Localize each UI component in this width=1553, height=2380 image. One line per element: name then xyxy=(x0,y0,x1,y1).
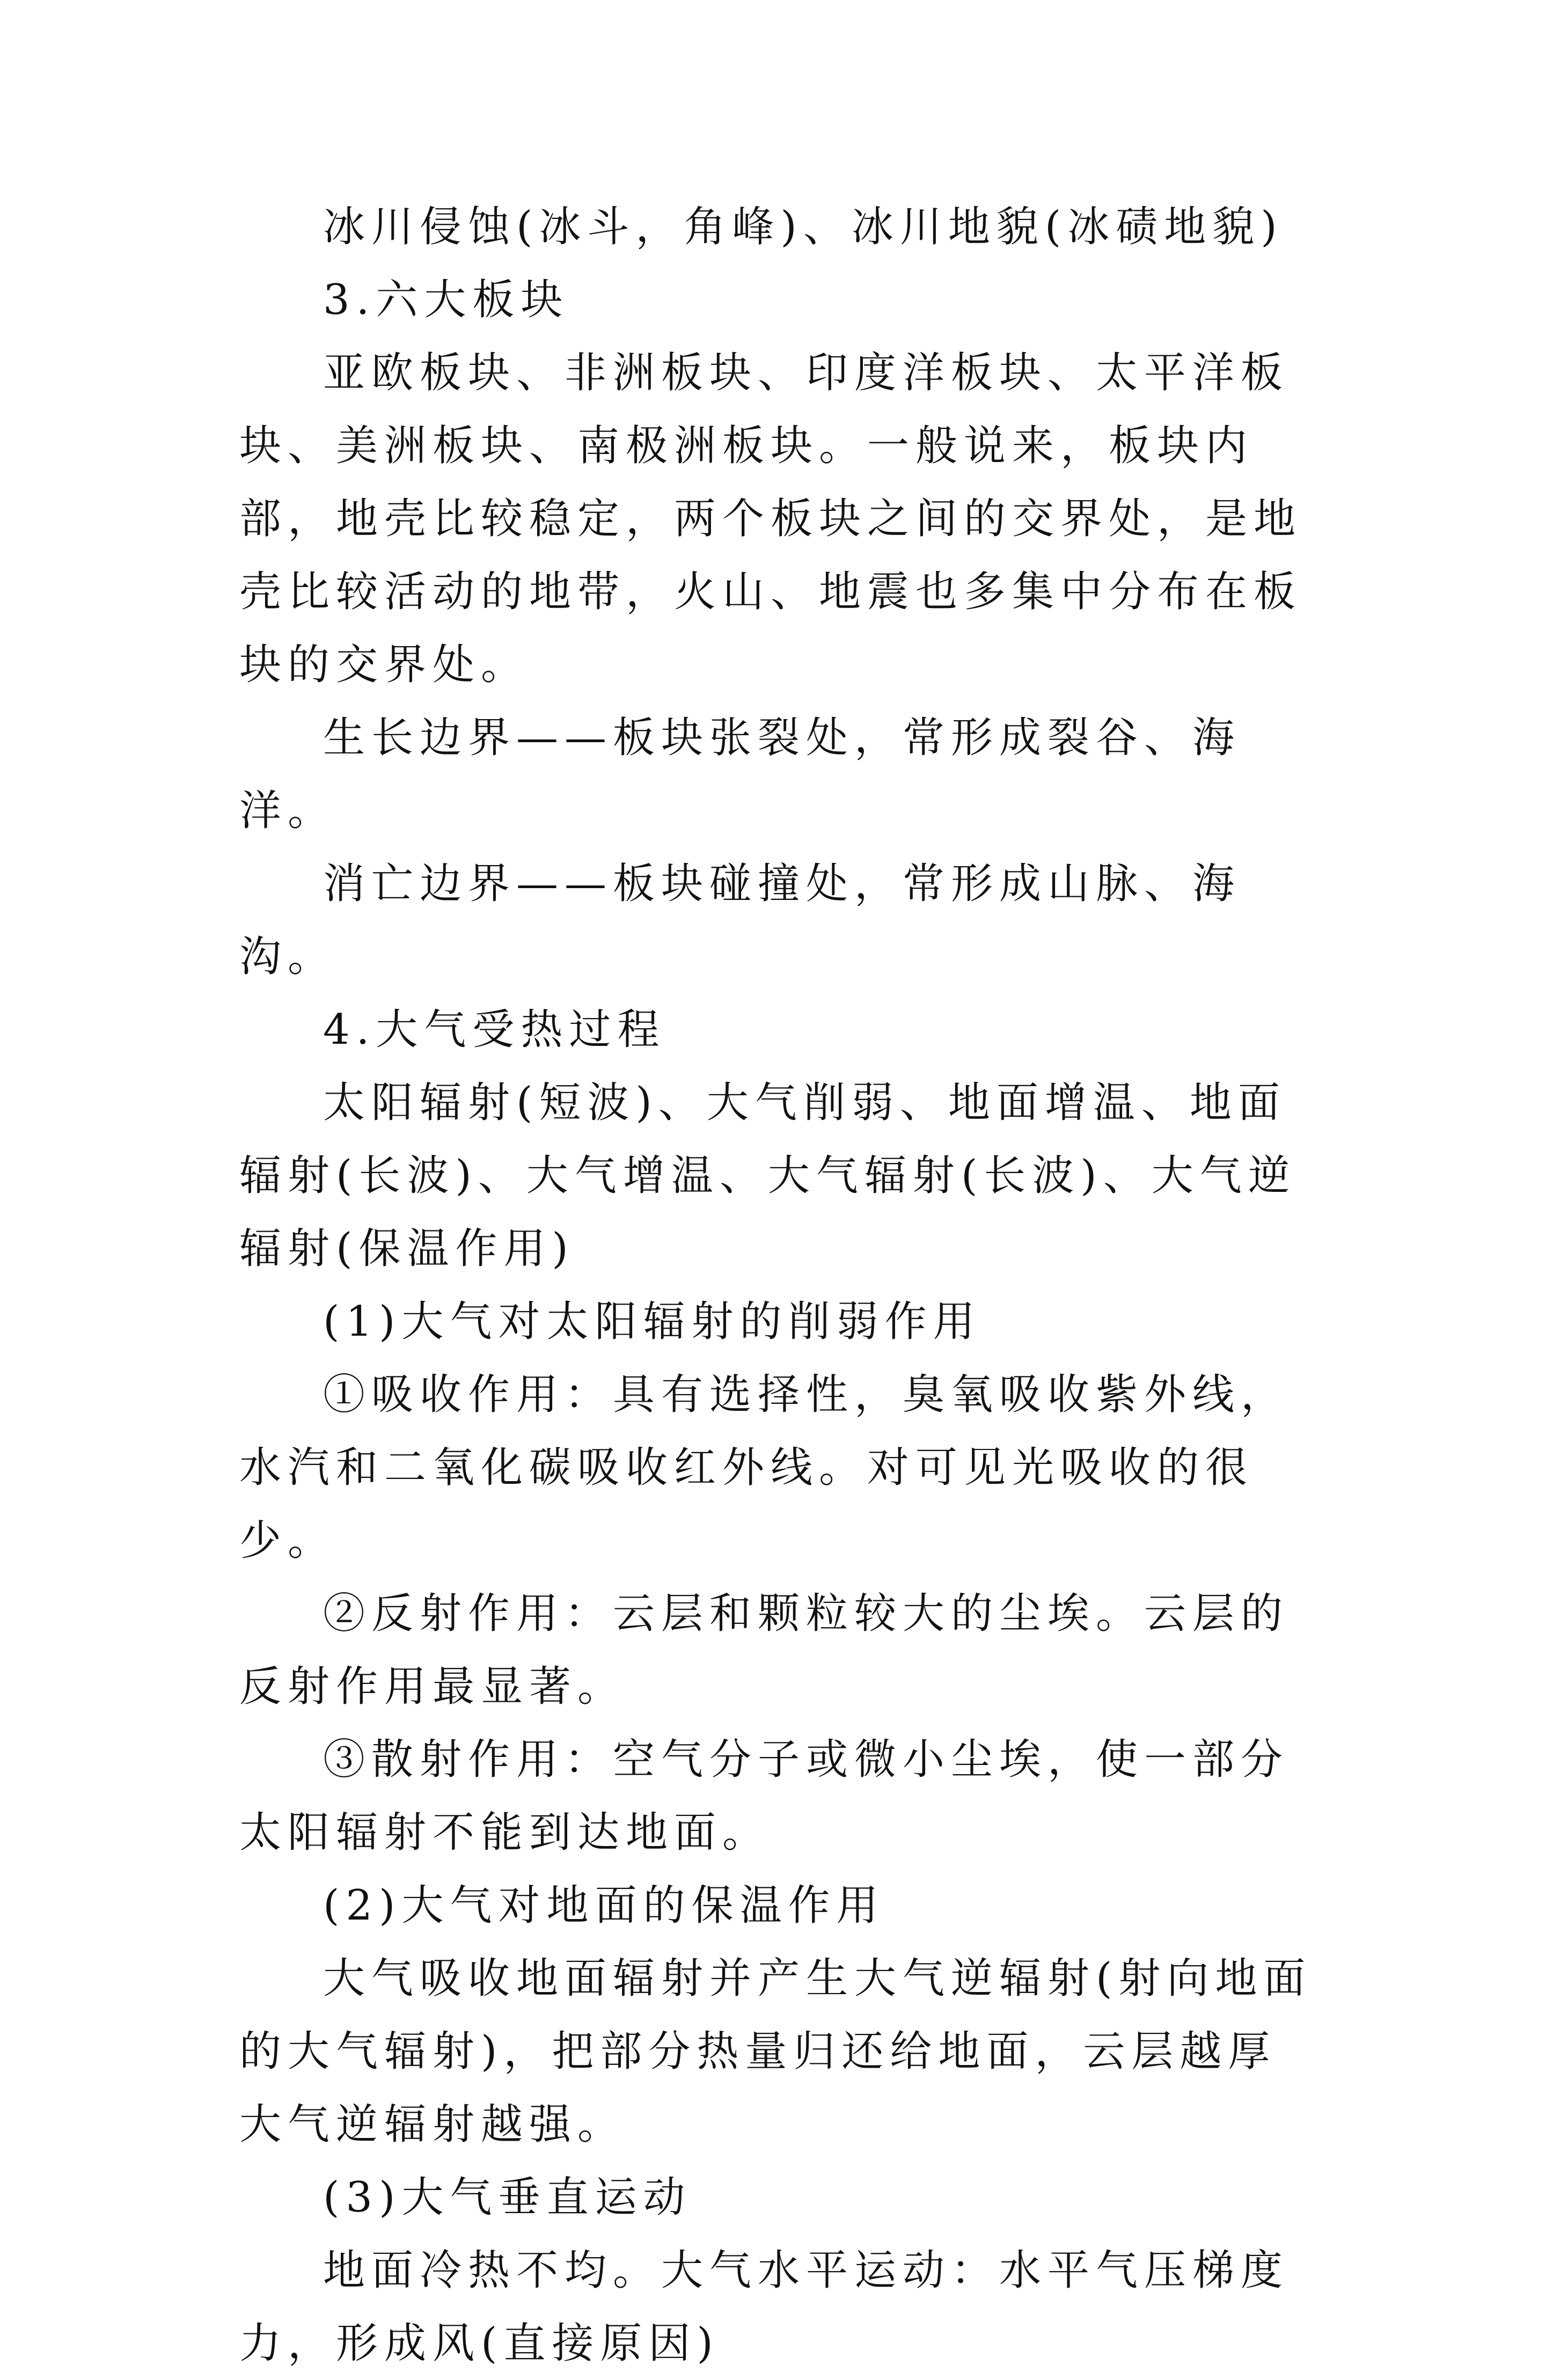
heading-six-plates: 3.六大板块 xyxy=(323,276,569,324)
document-body xyxy=(239,191,1323,2380)
paragraph-scattering: ③散射作用：空气分子或微小尘埃，使一部分太阳辐射不能到达地面。 xyxy=(239,1735,1290,1857)
paragraph-plates-description: 亚欧板块、非洲板块、印度洋板块、太平洋板块、美洲板块、南极洲板块。一般说来，板块内部，地壳比较稳定，两个板块之间的交界处，是地壳比较活动的地带，火山、地震也多集中分布在板块的交界处。 xyxy=(239,349,1302,689)
paragraph-convergent-boundary: 消亡边界——板块碰撞处，常形成山脉、海沟。 xyxy=(239,860,1241,981)
paragraph-absorption: ①吸收作用：具有选择性，臭氧吸收紫外线，水汽和二氧化碳吸收红外线。对可见光吸收的很少。 xyxy=(239,1371,1290,1565)
heading-atmospheric-heating: 4.大气受热过程 xyxy=(323,1006,666,1054)
subheading-vertical-motion: (3)大气垂直运动 xyxy=(323,2173,692,2222)
paragraph-counter-radiation: 大气吸收地面辐射并产生大气逆辐射(射向地面的大气辐射)，把部分热量归还给地面，云层越厚大气逆辐射越强。 xyxy=(239,1954,1312,2149)
paragraph-heating-process: 太阳辐射(短波)、大气削弱、地面增温、地面辐射(长波)、大气增温、大气辐射(长波)、大气逆辐射(保温作用) xyxy=(239,1079,1296,1273)
paragraph-glacier-landforms: 冰川侵蚀(冰斗，角峰)、冰川地貌(冰碛地貌) xyxy=(323,203,1284,251)
subheading-insulation-effect: (2)大气对地面的保温作用 xyxy=(323,1881,885,1930)
paragraph-divergent-boundary: 生长边界——板块张裂处，常形成裂谷、海洋。 xyxy=(239,714,1241,835)
subheading-weakening-effect: (1)大气对太阳辐射的削弱作用 xyxy=(323,1298,981,1346)
paragraph-horizontal-motion: 地面冷热不均。大气水平运动：水平气压梯度力，形成风(直接原因) xyxy=(239,2246,1290,2368)
paragraph-reflection: ②反射作用：云层和颗粒较大的尘埃。云层的反射作用最显著。 xyxy=(239,1590,1290,1711)
